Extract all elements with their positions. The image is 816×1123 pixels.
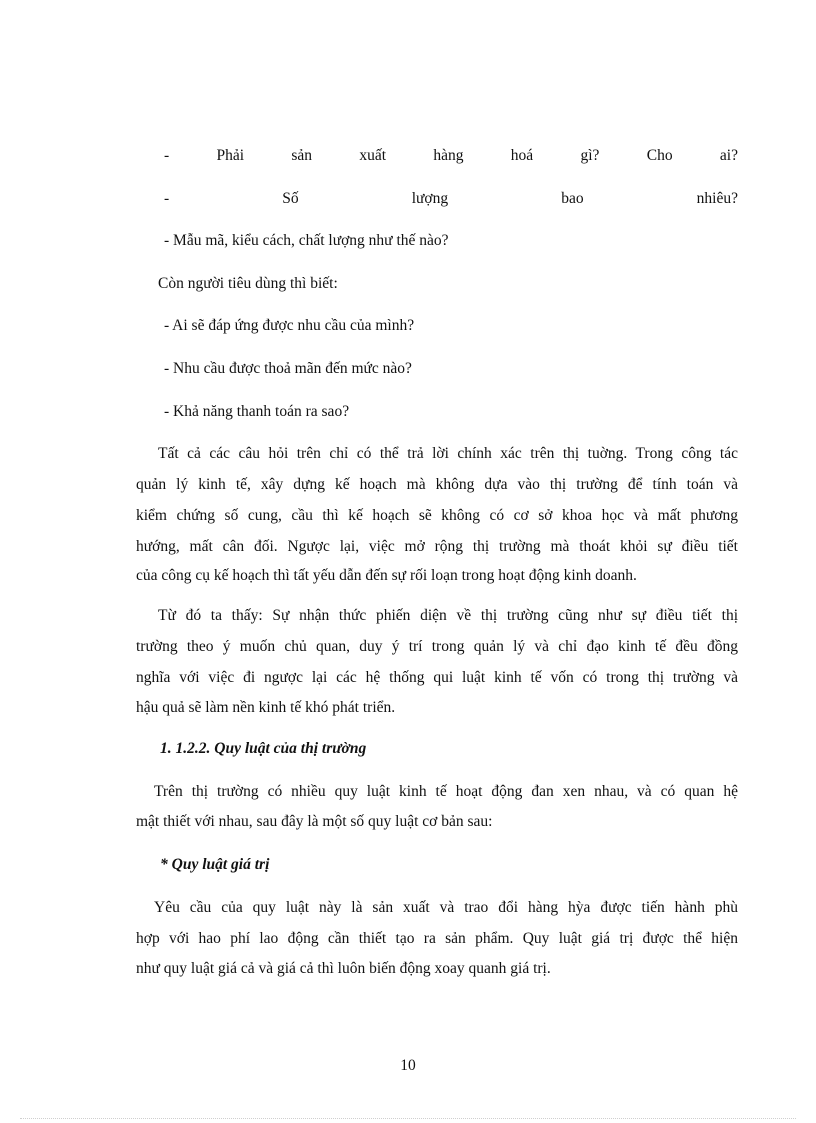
list1-line3: - Mẫu mã, kiểu cách, chất lượng như thế nào? xyxy=(164,232,449,249)
paragraph1-line: kiểm chứng số cung, cầu thì kế hoạch sẽ không có cơ sở khoa học và mất phương xyxy=(136,507,738,524)
paragraph4-line: Yêu cầu của quy luật này là sản xuất và trao đổi hàng hỳa được tiến hành phù xyxy=(154,899,738,916)
list2-item: - Khả năng thanh toán ra sao? xyxy=(164,403,350,420)
word: hoá xyxy=(510,147,534,164)
list1-line1 xyxy=(164,146,738,166)
subheading: * Quy luật giá trị xyxy=(160,856,270,873)
word: Số xyxy=(282,190,299,207)
paragraph2-line: Từ đó ta thấy: Sự nhận thức phiến diện về thị trường cũng như sự điều tiết thị xyxy=(158,607,738,624)
word: - xyxy=(164,147,170,164)
word: hàng xyxy=(433,147,464,164)
consumer-intro: Còn người tiêu dùng thì biết: xyxy=(158,275,338,292)
paragraph1-line: Tất cả các câu hỏi trên chỉ có thể trả lời chính xác trên thị tuờng. Trong công tác xyxy=(158,445,738,462)
paragraph1-line: của công cụ kế hoạch thì tất yếu dẫn đến sự rối loạn trong hoạt động kinh doanh. xyxy=(136,567,637,584)
paragraph4-line: như quy luật giá cả và giá cả thì luôn biến động xoay quanh giá trị. xyxy=(136,960,551,977)
word: xuất xyxy=(359,147,387,164)
paragraph2-line: hậu quả sẽ làm nền kinh tế khó phát triển. xyxy=(136,699,396,716)
paragraph1-line: quản lý kinh tế, xây dựng kế hoạch mà không dựa vào thị trường để tính toán và xyxy=(136,476,738,493)
paragraph3-line: mật thiết với nhau, sau đây là một số quy luật cơ bản sau: xyxy=(136,813,493,830)
list1-line2 xyxy=(164,189,738,209)
list2-item: - Ai sẽ đáp ứng được nhu cầu của mình? xyxy=(164,317,415,334)
word: ai? xyxy=(719,147,738,164)
paragraph1-line: hướng, mất cân đối. Ngược lại, việc mở rộng thị trường mà thoát khỏi sự điều tiết xyxy=(136,538,738,555)
paragraph2-line: nghĩa với việc đi ngược lại các hệ thống qui luật kinh tế vốn có trong thị trường và xyxy=(136,669,738,686)
page-number: 10 xyxy=(400,1057,416,1074)
word: sản xyxy=(291,147,313,164)
word: nhiêu? xyxy=(696,190,738,207)
word: bao xyxy=(561,190,584,207)
word: - xyxy=(164,190,170,207)
paragraph2-line: trường theo ý muốn chủ quan, duy ý trí trong quản lý và chỉ đạo kinh tế đều đồng xyxy=(136,638,738,655)
word: Cho xyxy=(646,147,673,164)
list2-item: - Nhu cầu được thoả mãn đến mức nào? xyxy=(164,360,412,377)
word: gì? xyxy=(580,147,600,164)
section-heading: 1. 1.2.2. Quy luật của thị trường xyxy=(160,740,367,757)
paragraph3-line: Trên thị trường có nhiều quy luật kinh tế hoạt động đan xen nhau, và có quan hệ xyxy=(154,783,738,800)
paragraph4-line: hợp với hao phí lao động cần thiết tạo ra sản phẩm. Quy luật giá trị được thể hiện xyxy=(136,930,738,947)
word: lượng xyxy=(411,190,449,207)
word: Phải xyxy=(216,147,245,164)
page-bottom-divider xyxy=(20,1118,796,1119)
